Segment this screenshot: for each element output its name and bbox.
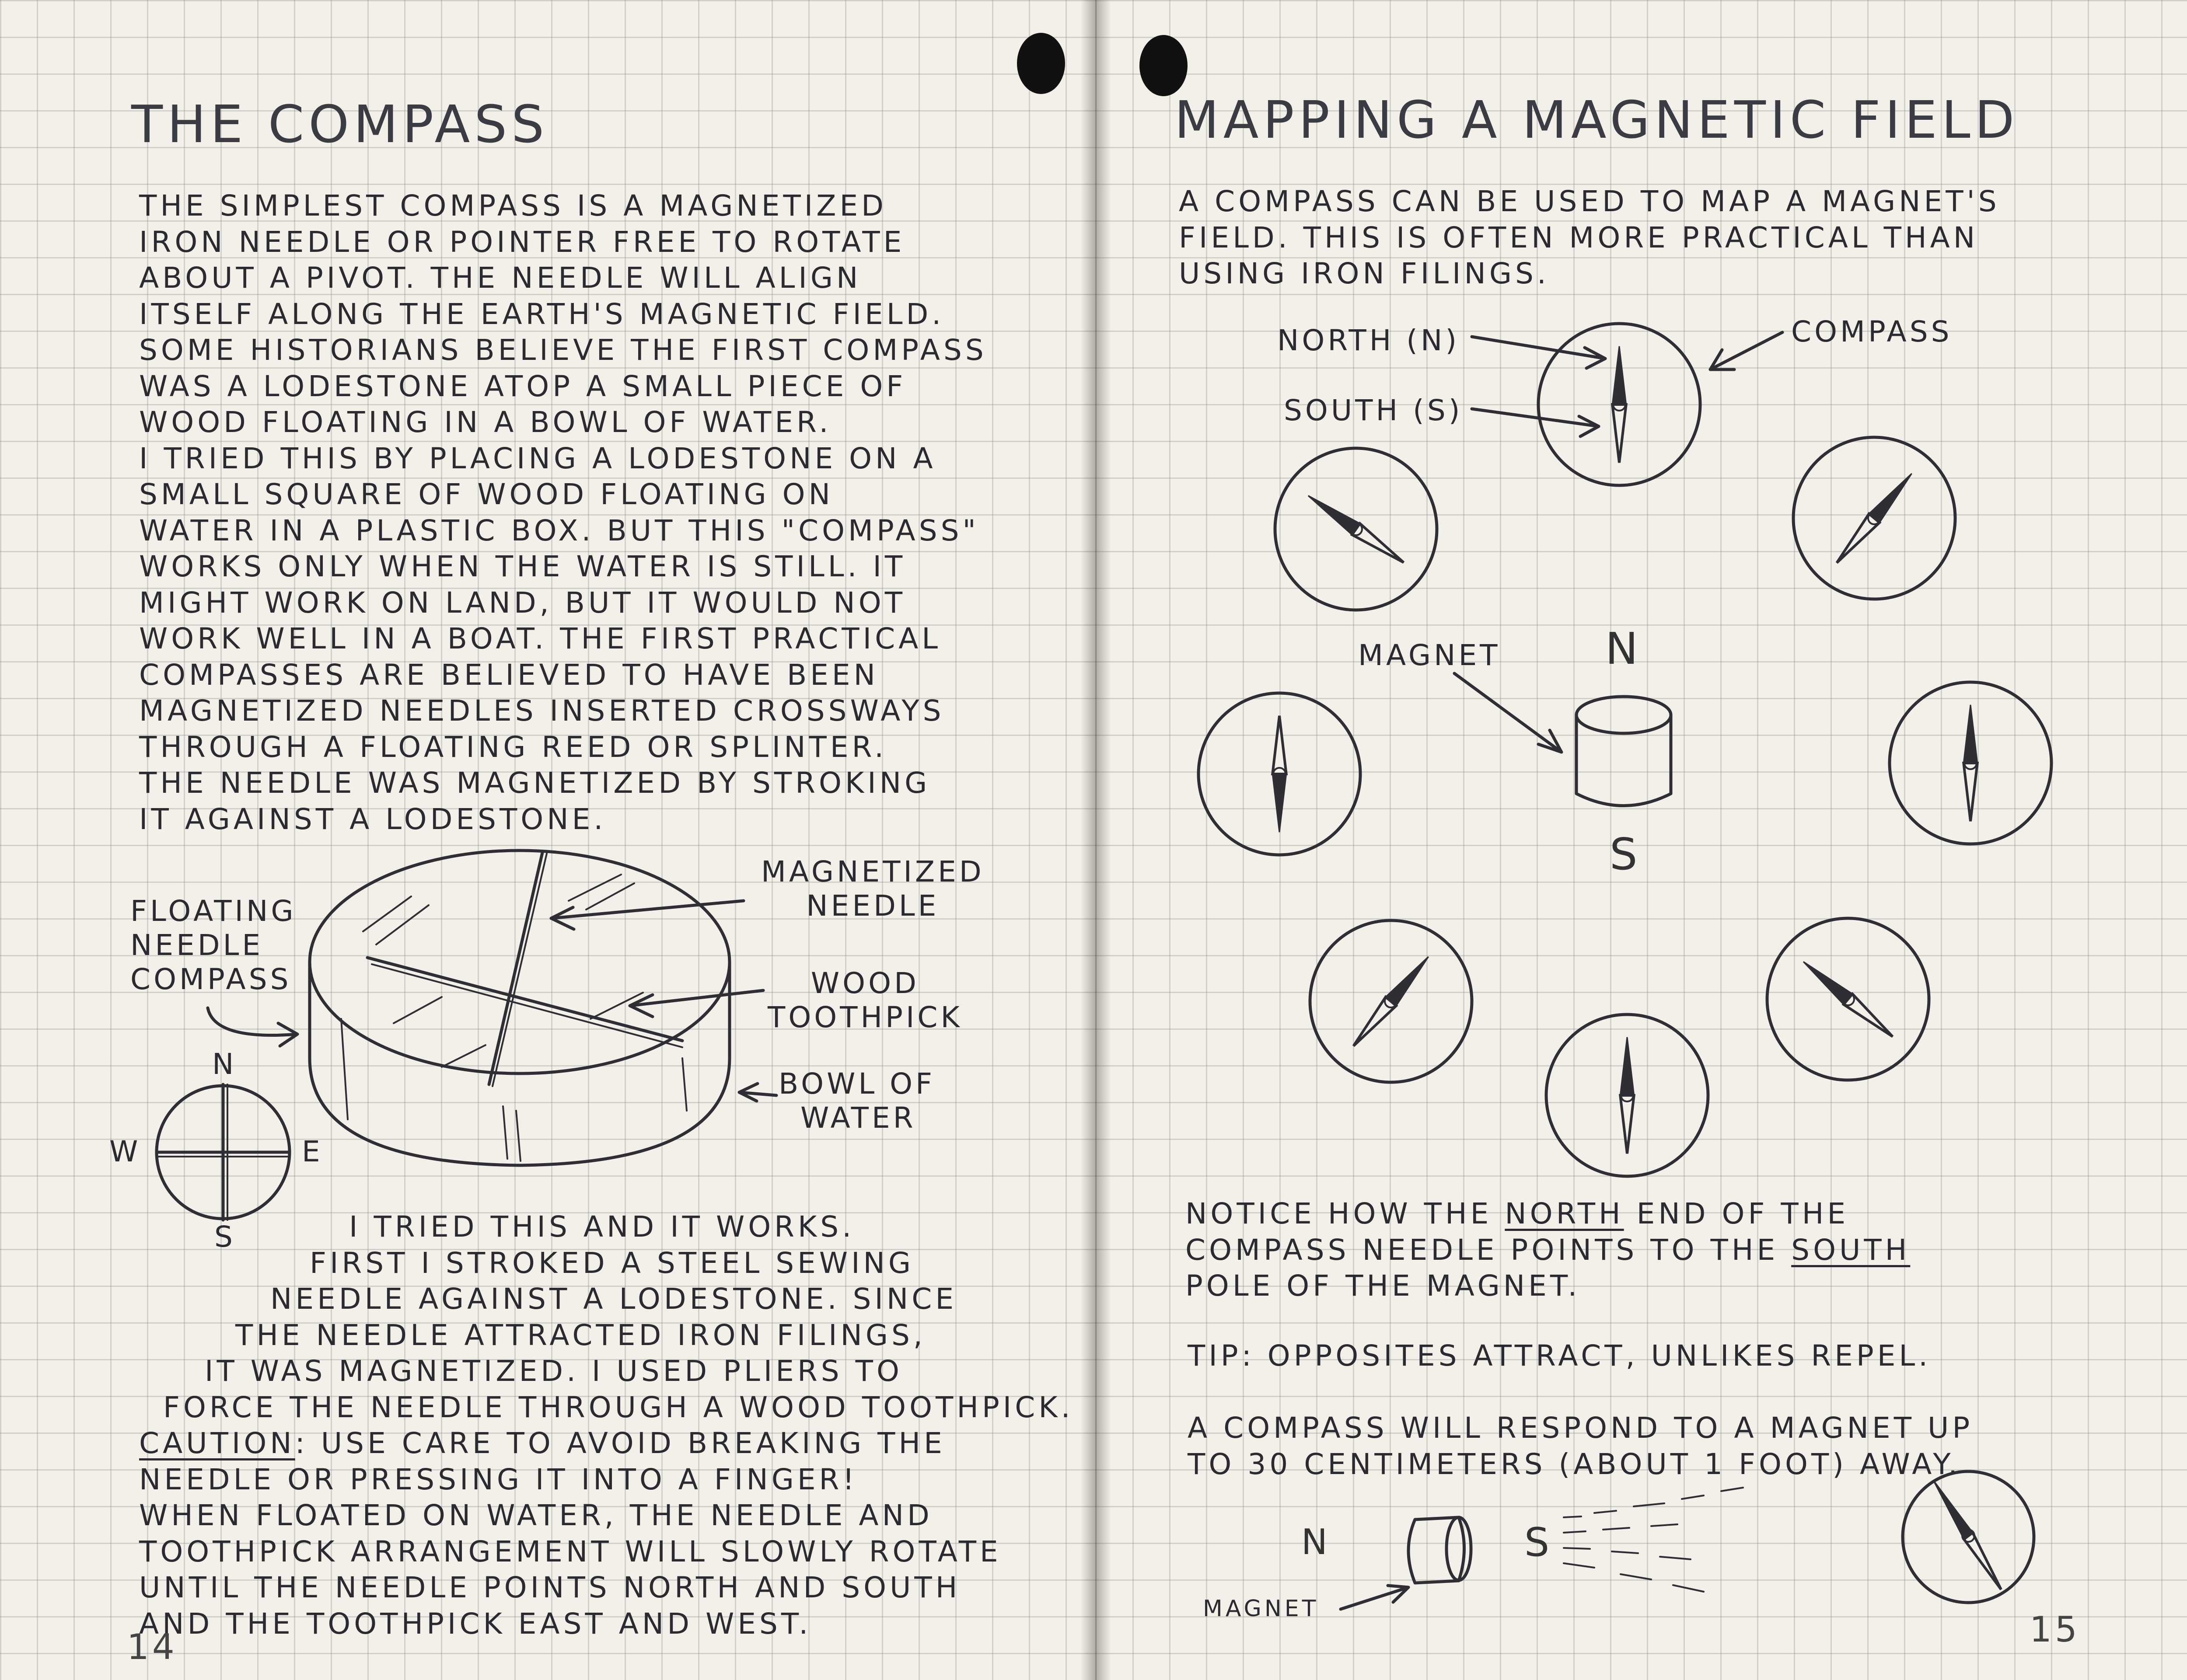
range-illustration [1096, 0, 2187, 1680]
text-line: ABOUT A PIVOT. THE NEEDLE WILL ALIGN [139, 261, 862, 295]
text-line: UNTIL THE NEEDLE POINTS NORTH AND SOUTH [139, 1571, 961, 1604]
text-line: FIRST I STROKED A STEEL SEWING [310, 1246, 915, 1280]
label-line: TOOTHPICK [768, 1000, 963, 1034]
text-line: FORCE THE NEEDLE THROUGH A WOOD TOOTHPICK. [163, 1390, 1074, 1424]
text-line: TOOTHPICK ARRANGEMENT WILL SLOWLY ROTATE [139, 1534, 1002, 1568]
range-compass-drawing [1903, 1471, 2034, 1603]
text-line: USING IRON FILINGS. [1179, 257, 1550, 290]
notice-north-word: NORTH [1505, 1197, 1624, 1230]
text-line: FIELD. THIS IS OFTEN MORE PRACTICAL THAN [1179, 220, 1979, 254]
label-line: BOWL OF [779, 1067, 935, 1101]
page-title: MAPPING A MAGNETIC FIELD [1174, 90, 2019, 150]
bowl-of-water-label [779, 1067, 935, 1135]
compass-north-label: N [212, 1047, 237, 1081]
label-line: NEEDLE [130, 928, 264, 962]
page-number: 14 [127, 1627, 178, 1667]
notice-south-word: SOUTH [1791, 1233, 1911, 1267]
needle-label-arrow [551, 901, 744, 929]
text-line: I TRIED THIS AND IT WORKS. [349, 1210, 855, 1244]
text-line: WORKS ONLY WHEN THE WATER IS STILL. IT [139, 550, 906, 583]
magnet-south-pole-label: S [1610, 829, 1641, 880]
text-line: SMALL SQUARE OF WOOD FLOATING ON [139, 478, 834, 511]
range-magnet-north-label: N [1301, 1522, 1331, 1562]
binding-gutter [1080, 0, 1111, 1680]
label-line: FLOATING [130, 894, 297, 928]
text-line: COMPASSES ARE BELIEVED TO HAVE BEEN [139, 658, 879, 692]
label-line: NEEDLE [806, 889, 940, 923]
text-line: WAS A LODESTONE ATOP A SMALL PIECE OF [139, 369, 907, 403]
text-line: ITSELF ALONG THE EARTH'S MAGNETIC FIELD. [139, 297, 945, 331]
text-line: THE NEEDLE WAS MAGNETIZED BY STROKING [139, 766, 931, 800]
page-title: THE COMPASS [131, 94, 549, 154]
notice-text: END OF THE [1636, 1197, 1849, 1230]
text-line: THROUGH A FLOATING REED OR SPLINTER. [139, 730, 887, 764]
south-label: SOUTH (S) [1284, 394, 1463, 427]
label-line: MAGNETIZED [761, 855, 985, 889]
text-line: WOOD FLOATING IN A BOWL OF WATER. [139, 405, 832, 439]
compass-south-label: S [214, 1220, 236, 1254]
magnetized-needle-drawing [489, 853, 547, 1086]
compass-west-label: W [109, 1135, 141, 1168]
range-magnet-label: MAGNET [1203, 1596, 1319, 1622]
text-line: A COMPASS WILL RESPOND TO A MAGNET UP [1188, 1411, 1974, 1445]
text-line: WORK WELL IN A BOAT. THE FIRST PRACTICAL [139, 622, 942, 655]
label-line: COMPASS [130, 962, 292, 996]
page-number: 15 [2030, 1609, 2080, 1650]
text-line: WATER IN A PLASTIC BOX. BUT THIS "COMPASS" [139, 513, 979, 547]
floating-compass-label-arrow [208, 1008, 297, 1046]
bowl-of-water-drawing [310, 850, 730, 1165]
text-line: I TRIED THIS BY PLACING A LODESTONE ON A [139, 441, 936, 475]
compass-label: COMPASS [1791, 315, 1953, 349]
notice-text: NOTICE HOW THE [1185, 1197, 1492, 1230]
experiment-paragraph [139, 1209, 1074, 1642]
field-lines [1564, 1488, 1743, 1592]
text-line: AND THE TOOTHPICK EAST AND WEST. [139, 1607, 812, 1641]
text-line: THE NEEDLE ATTRACTED IRON FILINGS, [235, 1318, 926, 1352]
north-label: NORTH (N) [1277, 324, 1460, 357]
caution-label: CAUTION [139, 1426, 295, 1460]
tip-text: TIP: OPPOSITES ATTRACT, UNLIKES REPEL. [1188, 1339, 1932, 1373]
range-magnet-south-label: S [1524, 1520, 1553, 1565]
floating-needle-compass-label [130, 894, 297, 997]
wood-toothpick-label [768, 966, 963, 1035]
toothpick-label-arrow [630, 990, 763, 1017]
label-line: WOOD [811, 966, 919, 1000]
binding-hole [1139, 35, 1188, 96]
magnet-north-pole-label: N [1605, 623, 1641, 674]
text-line: IT WAS MAGNETIZED. I USED PLIERS TO [205, 1354, 903, 1388]
magnet-label: MAGNET [1358, 638, 1501, 672]
text-line: POLE OF THE MAGNET. [1185, 1269, 1581, 1303]
text-line: THE SIMPLEST COMPASS IS A MAGNETIZED [139, 189, 887, 223]
notice-text: COMPASS NEEDLE POINTS TO THE [1185, 1233, 1779, 1267]
magnetized-needle-label [761, 855, 985, 923]
caution-text: : USE CARE TO AVOID BREAKING THE [295, 1426, 946, 1460]
text-line [139, 1426, 1074, 1462]
text-line: WHEN FLOATED ON WATER, THE NEEDLE AND [139, 1499, 933, 1532]
magnet-label-arrow [1341, 1586, 1408, 1609]
small-compass-drawing [157, 1084, 290, 1220]
small-magnet-drawing [1408, 1517, 1471, 1583]
label-line: WATER [800, 1101, 916, 1135]
text-line: NEEDLE OR PRESSING IT INTO A FINGER! [139, 1462, 858, 1496]
binding-hole [1017, 33, 1065, 94]
text-line: MIGHT WORK ON LAND, BUT IT WOULD NOT [139, 586, 906, 620]
text-line: MAGNETIZED NEEDLES INSERTED CROSSWAYS [139, 694, 945, 728]
compass-east-label: E [302, 1135, 323, 1168]
text-line: NEEDLE AGAINST A LODESTONE. SINCE [270, 1282, 957, 1316]
text-line: IRON NEEDLE OR POINTER FREE TO ROTATE [139, 225, 905, 259]
text-line: IT AGAINST A LODESTONE. [139, 802, 607, 836]
text-line: TO 30 CENTIMETERS (ABOUT 1 FOOT) AWAY. [1188, 1447, 1961, 1481]
bowl-label-arrow [739, 1084, 776, 1101]
right-page [1096, 0, 2187, 1680]
text-line: A COMPASS CAN BE USED TO MAP A MAGNET'S [1179, 185, 2000, 218]
text-line: SOME HISTORIANS BELIEVE THE FIRST COMPASS [139, 333, 987, 367]
